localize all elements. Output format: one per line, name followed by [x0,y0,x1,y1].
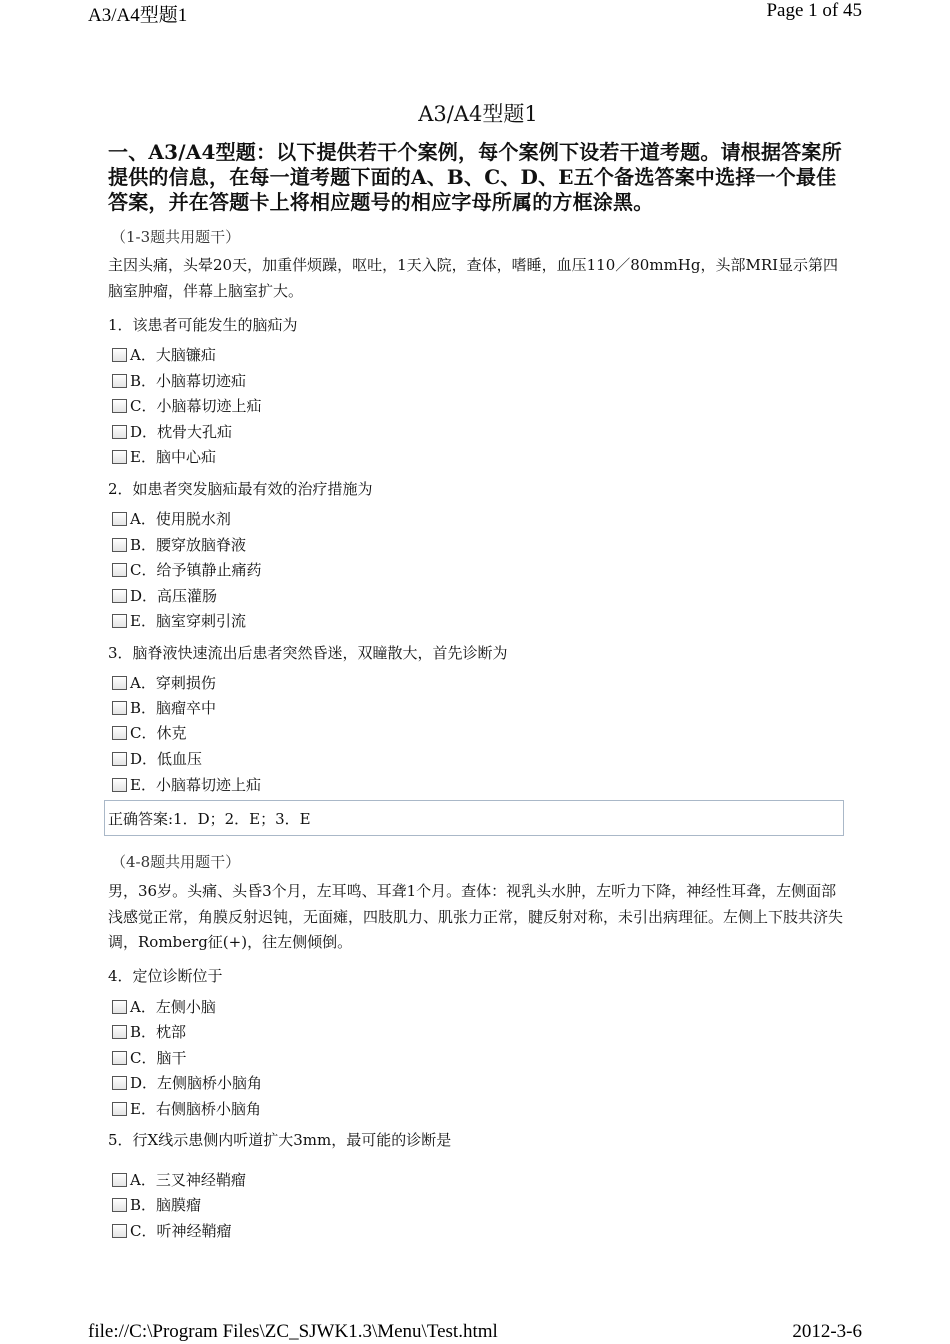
option-label: A．使用脱水剂 [130,510,231,528]
checkbox[interactable] [112,399,127,413]
instructions-heading: 一、A3/A4型题：以下提供若干个案例，每个案例下设若干道考题。请根据答案所提供的信息，在每一道考题下面的A、B、C、D、E五个备选答案中选择一个最佳答案，并在答题卡上将相应题号的相应字母所属的方框涂黑。 [108,140,842,214]
checkbox[interactable] [112,1224,127,1238]
option-label: C．小脑幕切迹上疝 [130,397,262,415]
option-1c[interactable] [112,395,261,416]
checkbox[interactable] [112,1102,127,1116]
option-3d[interactable] [112,748,202,769]
option-label: A．大脑镰疝 [130,346,216,364]
case-stem: 男，36岁。头痛、头昏3个月，左耳鸣、耳聋1个月。查体：视乳头水肿，左听力下降，神经性耳聋，左侧面部浅感觉正常，角膜反射迟钝，无面瘫，四肢肌力、肌张力正常，腱反射对称，未引出病理征。左侧上下肢共济失调，Romberg征(+)，往左侧倾倒。 [108,882,844,951]
option-5b[interactable] [112,1194,201,1215]
option-label: D．枕骨大孔疝 [130,423,233,441]
answer-box: 正确答案:1．D；2．E；3．E [104,800,844,836]
option-3e[interactable] [112,774,261,795]
checkbox[interactable] [112,614,127,628]
option-label: B．枕部 [130,1023,187,1041]
option-3c[interactable] [112,722,186,743]
option-1d[interactable] [112,421,232,442]
option-4e[interactable] [112,1098,261,1119]
document-title: A3/A4型题1 [418,102,538,126]
checkbox[interactable] [112,348,127,362]
option-label: B．脑膜瘤 [130,1196,202,1214]
checkbox[interactable] [112,425,127,439]
option-2b[interactable] [112,534,246,555]
option-1e[interactable] [112,446,216,467]
checkbox[interactable] [112,676,127,690]
checkbox[interactable] [112,512,127,526]
checkbox[interactable] [112,1173,127,1187]
option-label: C．休克 [130,724,187,742]
option-label: A．穿刺损伤 [130,674,216,692]
option-label: D．高压灌肠 [130,587,218,605]
option-label: E．右侧脑桥小脑角 [130,1100,261,1118]
checkbox[interactable] [112,752,127,766]
option-label: A．三叉神经鞘瘤 [130,1171,246,1189]
option-2e[interactable] [112,610,246,631]
case-stem: 主因头痛，头晕20天，加重伴烦躁，呕吐，1天入院，查体，嗜睡，血压110／80mmHg，头部MRI显示第四脑室肿瘤，伴幕上脑室扩大。 [108,256,839,300]
option-3b[interactable] [112,697,216,718]
option-5a[interactable] [112,1169,246,1190]
print-date: 2012-3-6 [792,1321,862,1342]
option-2c[interactable] [112,559,261,580]
question-3: 3．脑脊液快速流出后患者突然昏迷，双瞳散大，首先诊断为 [108,644,508,662]
checkbox[interactable] [112,778,127,792]
question-5: 5．行X线示患侧内听道扩大3mm，最可能的诊断是 [108,1131,452,1149]
checkbox[interactable] [112,1076,127,1090]
option-label: E．脑室穿刺引流 [130,612,246,630]
option-2a[interactable] [112,508,231,529]
option-label: B．腰穿放脑脊液 [130,536,247,554]
checkbox[interactable] [112,1000,127,1014]
option-label: D．左侧脑桥小脑角 [130,1074,263,1092]
question-1: 1．该患者可能发生的脑疝为 [108,316,298,334]
checkbox[interactable] [112,450,127,464]
option-4c[interactable] [112,1047,186,1068]
checkbox[interactable] [112,701,127,715]
option-label: C．听神经鞘瘤 [130,1222,232,1240]
option-4b[interactable] [112,1021,186,1042]
checkbox[interactable] [112,726,127,740]
option-4d[interactable] [112,1072,262,1093]
case-group-label: （1-3题共用题干） [111,228,241,246]
option-2d[interactable] [112,585,217,606]
question-2: 2．如患者突发脑疝最有效的治疗措施为 [108,480,373,498]
page-header-title: A3/A4型题1 [88,5,188,26]
option-label: E．脑中心疝 [130,448,216,466]
checkbox[interactable] [112,563,127,577]
option-label: A．左侧小脑 [130,998,216,1016]
option-4a[interactable] [112,996,216,1017]
question-4: 4．定位诊断位于 [108,967,223,985]
checkbox[interactable] [112,538,127,552]
option-label: C．脑干 [130,1049,187,1067]
option-5c[interactable] [112,1220,231,1241]
checkbox[interactable] [112,1051,127,1065]
option-3a[interactable] [112,672,216,693]
file-path: file://C:\Program Files\ZC_SJWK1.3\Menu\Test.html [88,1321,498,1342]
page-number: Page 1 of 45 [766,0,862,21]
option-1a[interactable] [112,344,216,365]
checkbox[interactable] [112,1198,127,1212]
checkbox[interactable] [112,589,127,603]
option-label: D．低血压 [130,750,203,768]
checkbox[interactable] [112,374,127,388]
option-1b[interactable] [112,370,246,391]
option-label: B．脑瘤卒中 [130,699,217,717]
option-label: E．小脑幕切迹上疝 [130,776,261,794]
option-label: C．给予镇静止痛药 [130,561,262,579]
checkbox[interactable] [112,1025,127,1039]
option-label: B．小脑幕切迹疝 [130,372,247,390]
case-group-label: （4-8题共用题干） [111,853,241,871]
